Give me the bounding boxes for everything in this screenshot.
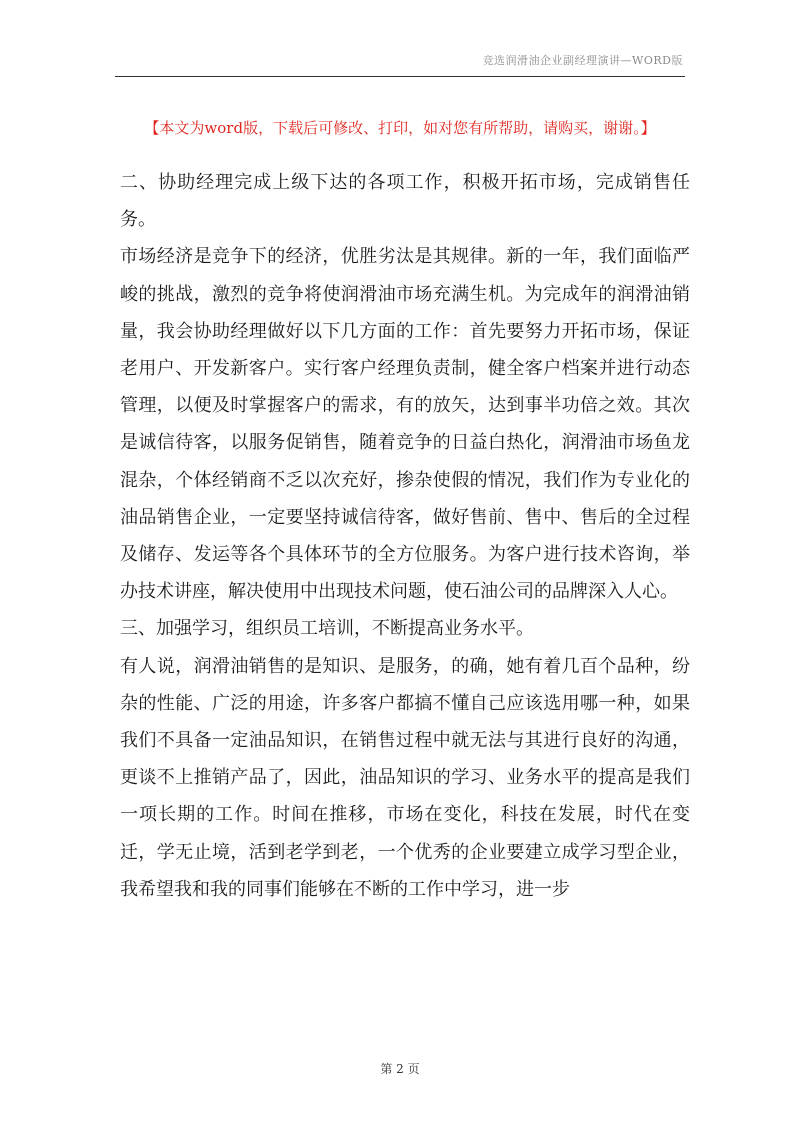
running-header-title: 竞选润滑油企业副经理演讲—WORD版 (482, 54, 683, 67)
document-body (120, 164, 690, 908)
page-number: 第 2 页 (380, 1062, 420, 1076)
body-paragraph: 市场经济是竞争下的经济，优胜劣汰是其规律。新的一年，我们面临严峻的挑战，激烈的竞争将使润滑油市场充满生机。为完成年的润滑油销量，我会协助经理做好以下几方面的工作：首先要努力开拓市场，保证老用户、开发新客户。实行客户经理负责制，健全客户档案并进行动态管理，以便及时掌握客户的需求，有的放矢，达到事半功倍之效。其次是诚信待客，以服务促销售，随着竞争的日益白热化，润滑油市场鱼龙混杂，个体经销商不乏以次充好，掺杂使假的情况，我们作为专业化的油品销售企业，一定要坚持诚信待客，做好售前、售中、售后的全过程及储存、发运等各个具体环节的全方位服务。为客户进行技术咨询，举办技术讲座，解决使用中出现技术问题，使石油公司的品牌深入人心。 (120, 246, 690, 603)
header-divider (115, 76, 685, 77)
section-heading-3: 三、加强学习，组织员工培训，不断提高业务水平。 (120, 618, 534, 640)
body-paragraph: 有人说，润滑油销售的是知识、是服务，的确，她有着几百个品种，纷杂的性能、广泛的用途，许多客户都搞不懂自己应该选用哪一种，如果我们不具备一定油品知识，在销售过程中就无法与其进行良好的沟通，更谈不上推销产品了，因此，油品知识的学习、业务水平的提高是我们一项长期的工作。时间在推移，市场在变化，科技在发展，时代在变迁，学无止境，活到老学到老，一个优秀的企业要建立成学习型企业，我希望我和我的同事们能够在不断的工作中学习，进一步 (120, 655, 690, 900)
section-heading-2: 二、协助经理完成上级下达的各项工作，积极开拓市场，完成销售任务。 (120, 172, 690, 231)
purchase-notice: 【本文为word版，下载后可修改、打印，如对您有所帮助，请购买，谢谢。】 (144, 119, 656, 137)
